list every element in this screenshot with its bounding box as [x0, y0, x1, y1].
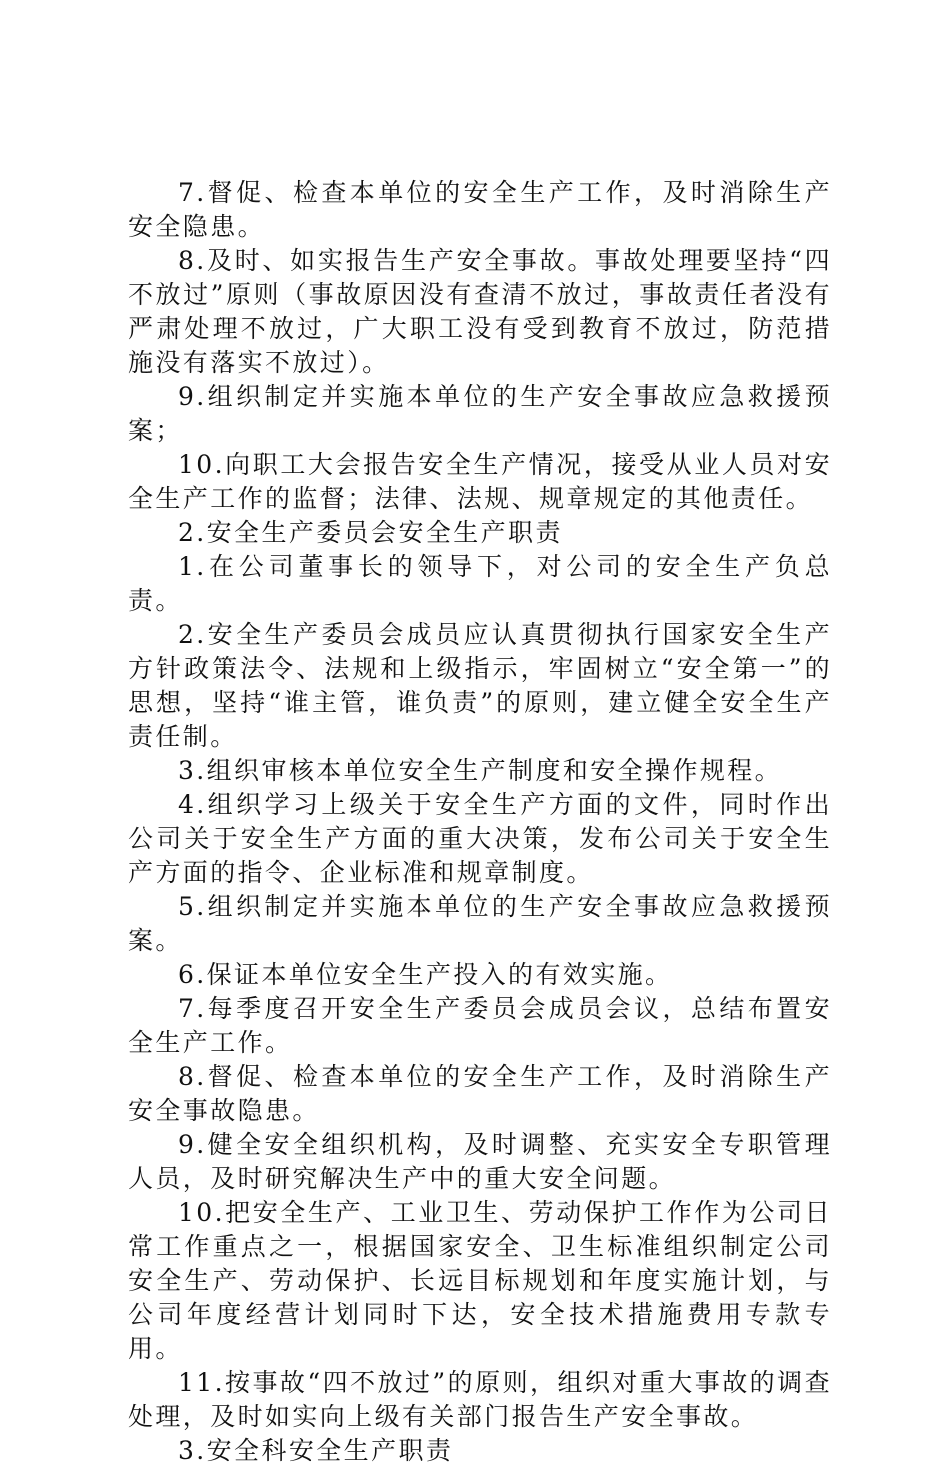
paragraph: 4.组织学习上级关于安全生产方面的文件，同时作出公司关于安全生产方面的重大决策，发布公司关于安全生产方面的指令、企业标准和规章制度。	[128, 790, 832, 887]
paragraph: 8.及时、如实报告生产安全事故。事故处理要坚持“四不放过”原则（事故原因没有查清不放过，事故责任者没有严肃处理不放过，广大职工没有受到教育不放过，防范措施没有落实不放过）。	[128, 246, 832, 377]
section-heading: 2.安全生产委员会安全生产职责	[178, 518, 563, 547]
paragraph: 7.每季度召开安全生产委员会成员会议，总结布置安全生产工作。	[128, 994, 832, 1057]
paragraph: 9.组织制定并实施本单位的生产安全事故应急救援预案；	[128, 382, 832, 445]
paragraph: 7.督促、检查本单位的安全生产工作，及时消除生产安全隐患。	[128, 178, 832, 241]
paragraph: 10.向职工大会报告安全生产情况，接受从业人员对安全生产工作的监督；法律、法规、规章规定的其他责任。	[128, 450, 832, 513]
document-body	[128, 176, 832, 1468]
section-heading: 3.安全科安全生产职责	[178, 1436, 454, 1465]
paragraph: 1.在公司董事长的领导下，对公司的安全生产负总责。	[128, 552, 832, 615]
paragraph: 10.把安全生产、工业卫生、劳动保护工作作为公司日常工作重点之一，根据国家安全、卫生标准组织制定公司安全生产、劳动保护、长远目标规划和年度实施计划，与公司年度经营计划同时下达，安全技术措施费用专款专用。	[128, 1198, 832, 1363]
paragraph: 11.按事故“四不放过”的原则，组织对重大事故的调查处理，及时如实向上级有关部门报告生产安全事故。	[128, 1368, 832, 1431]
paragraph: 8.督促、检查本单位的安全生产工作，及时消除生产安全事故隐患。	[128, 1062, 832, 1125]
paragraph: 2.安全生产委员会成员应认真贯彻执行国家安全生产方针政策法令、法规和上级指示，牢固树立“安全第一”的思想，坚持“谁主管，谁负责”的原则，建立健全安全生产责任制。	[128, 620, 832, 751]
paragraph: 9.健全安全组织机构，及时调整、充实安全专职管理人员，及时研究解决生产中的重大安全问题。	[128, 1130, 832, 1193]
paragraph: 6.保证本单位安全生产投入的有效实施。	[178, 960, 673, 989]
paragraph: 3.组织审核本单位安全生产制度和安全操作规程。	[178, 756, 783, 785]
paragraph: 5.组织制定并实施本单位的生产安全事故应急救援预案。	[128, 892, 832, 955]
